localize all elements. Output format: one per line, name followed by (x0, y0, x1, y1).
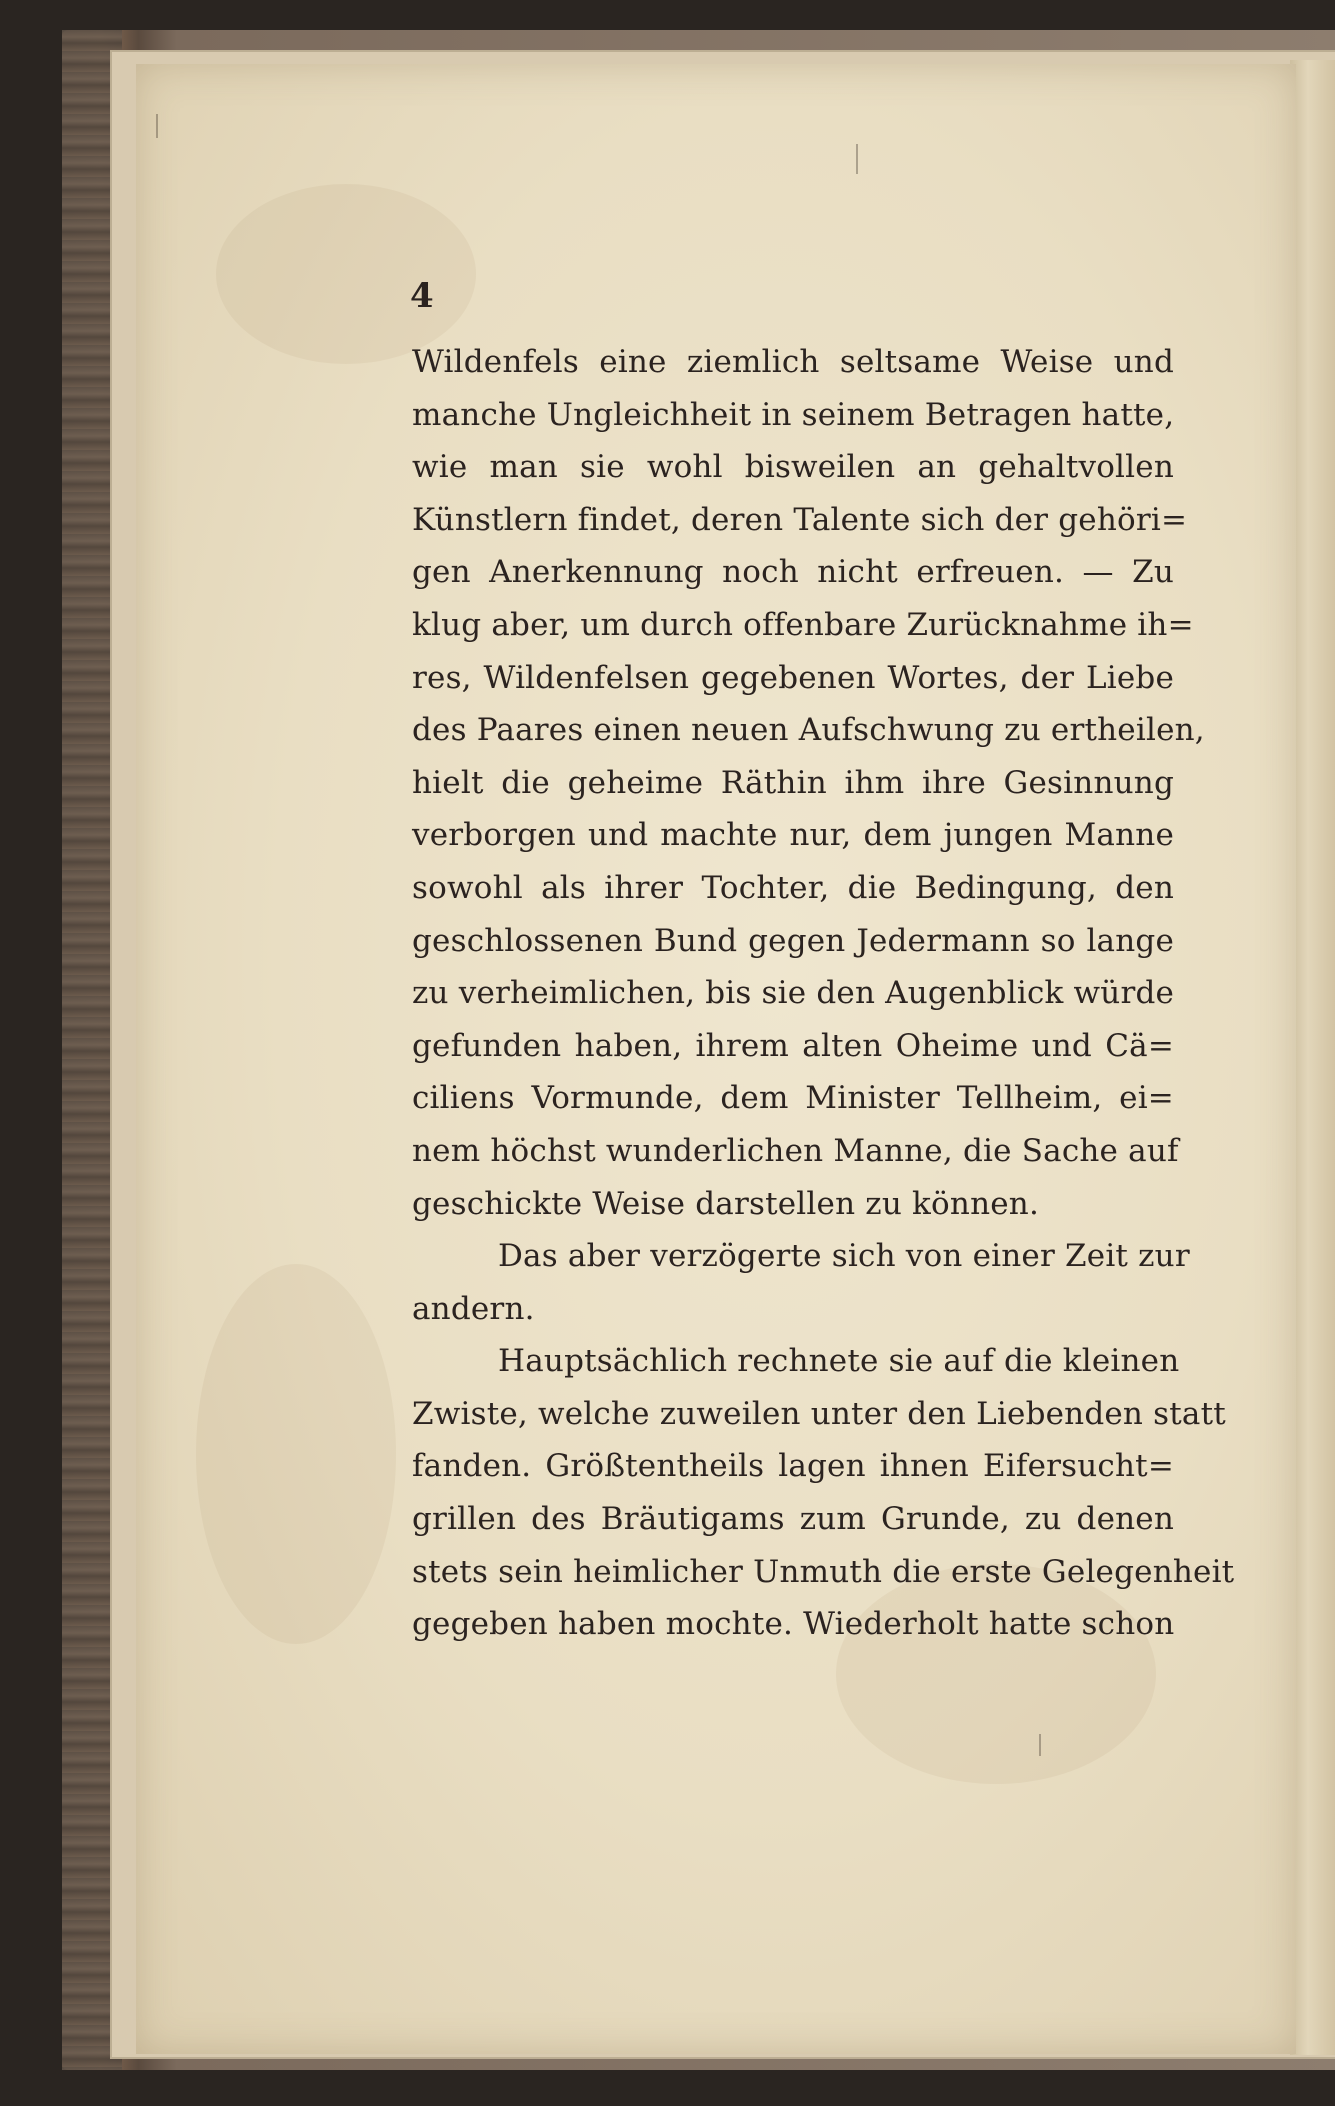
text-line: res, Wildenfelsen gegebenen Wortes, der Liebe (412, 659, 1174, 696)
text-line: grillen des Bräutigams zum Grunde, zu denen (412, 1501, 1174, 1538)
body-text (412, 336, 1235, 1651)
text-line: klug aber, um durch offenbare Zurücknahme ih= (412, 606, 1194, 643)
page-number: 4 (410, 276, 434, 316)
text-line: Das aber verzögerte sich von einer Zeit zur (498, 1238, 1190, 1275)
text-line: stets sein heimlicher Unmuth die erste Gelegenheit (412, 1553, 1235, 1590)
text-line: sowohl als ihrer Tochter, die Bedingung, den (412, 869, 1174, 906)
text-line: wie man sie wohl bisweilen an gehaltvollen (412, 449, 1174, 486)
text-line: gegeben haben mochte. Wiederholt hatte schon (412, 1606, 1175, 1643)
text-line: geschickte Weise darstellen zu können. (412, 1185, 1039, 1222)
text-line: Wildenfels eine ziemlich seltsame Weise und (412, 344, 1174, 380)
page-right-edge (1290, 60, 1335, 2055)
text-line: geschlossenen Bund gegen Jedermann so lange (412, 922, 1174, 959)
paper-stain (196, 1264, 396, 1644)
text-line: Künstlern findet, deren Talente sich der gehöri= (412, 501, 1188, 538)
text-line: gen Anerkennung noch nicht erfreuen. — Zu (412, 554, 1174, 591)
text-line: fanden. Größtentheils lagen ihnen Eifersucht= (412, 1448, 1174, 1485)
text-line: ciliens Vormunde, dem Minister Tellheim, ei= (412, 1080, 1174, 1117)
paper-mark (856, 144, 858, 174)
text-line: des Paares einen neuen Aufschwung zu ertheilen, (412, 712, 1205, 749)
text-line: hielt die geheime Räthin ihm ihre Gesinnung (412, 764, 1174, 801)
paper-mark (156, 114, 158, 138)
text-line: zu verheimlichen, bis sie den Augenblick würde (412, 975, 1175, 1012)
text-line: verborgen und machte nur, dem jungen Manne (412, 817, 1174, 854)
text-line: andern. (412, 1290, 535, 1327)
text-line: Zwiste, welche zuweilen unter den Liebenden statt (412, 1395, 1226, 1432)
text-line: manche Ungleichheit in seinem Betragen hatte, (412, 396, 1175, 433)
text-line: Hauptsächlich rechnete sie auf die kleinen (498, 1343, 1180, 1380)
text-line: gefunden haben, ihrem alten Oheime und Cä= (412, 1027, 1174, 1064)
text-line: nem höchst wunderlichen Manne, die Sache auf (412, 1132, 1179, 1169)
paper-mark (1039, 1734, 1041, 1756)
